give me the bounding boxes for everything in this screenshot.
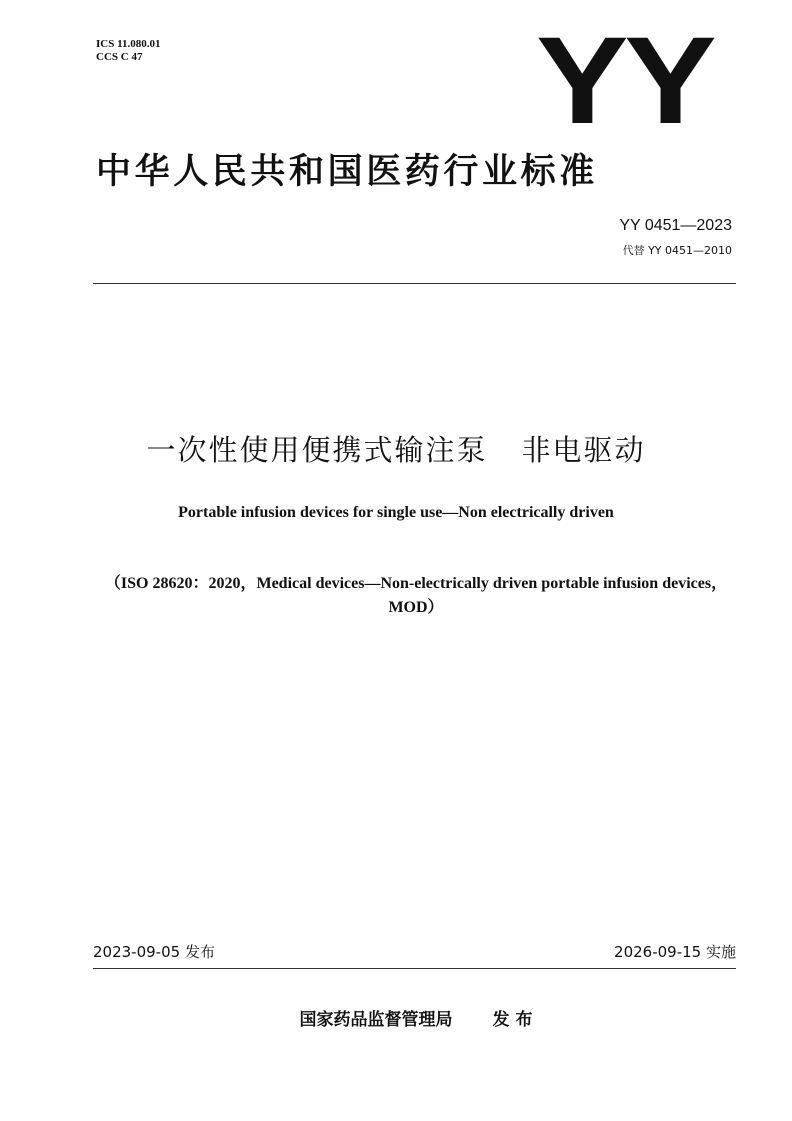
iso-reference: （ISO 28620：2020，Medical devices—Non-electrically driven portable infusion devices，MOD） [104, 575, 728, 616]
chinese-title-main: 一次性使用便携式输注泵 [146, 433, 488, 467]
footer-divider [93, 968, 736, 969]
issue-date: 2023-09-05 发布 [93, 943, 215, 961]
yy-logo: YY [536, 12, 713, 150]
ics-code: ICS 11.080.01 [96, 38, 161, 50]
standard-type-heading: 中华人民共和国医药行业标准 [96, 152, 598, 192]
chinese-title-sub: 非电驱动 [521, 433, 646, 467]
ccs-code: CCS C 47 [96, 51, 143, 63]
header-divider [93, 283, 736, 284]
standard-number: YY 0451—2023 [619, 217, 732, 234]
english-title: Portable infusion devices for single use—Non electrically driven [178, 504, 614, 521]
issuer [96, 1008, 736, 1032]
replaces-standard: 代替 YY 0451—2010 [622, 244, 732, 257]
issuer-name: 国家药品监督管理局 [299, 1010, 453, 1030]
chinese-title [60, 428, 732, 472]
implementation-date: 2026-09-15 实施 [614, 943, 736, 961]
issuer-action: 发 布 [492, 1010, 533, 1030]
classification-codes [96, 38, 161, 64]
